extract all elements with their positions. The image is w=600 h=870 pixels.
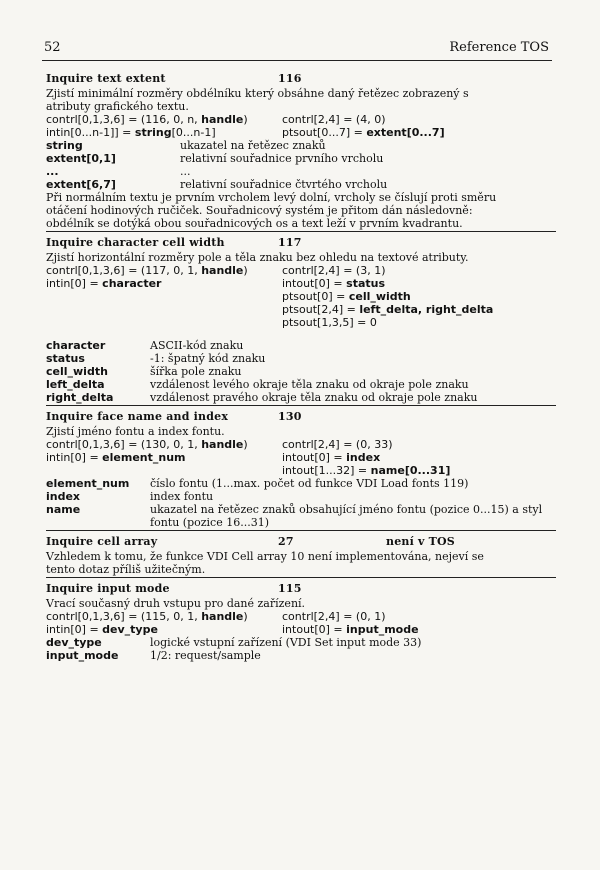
section-title: Inquire character cell width: [46, 236, 225, 249]
parameter-description: -1: špatný kód znaku: [150, 352, 266, 365]
code-right: intout[0] = input_mode: [282, 623, 419, 636]
note-line: otáčení hodinových ručiček. Souřadnicový systém je přitom dán následovně:: [46, 204, 473, 217]
section-title: Inquire cell array: [46, 535, 158, 548]
parameter-description: logické vstupní zařízení (VDI Set input mode 33): [150, 636, 422, 649]
parameter-name: dev_type: [46, 636, 102, 649]
parameter-name: ...: [46, 165, 59, 178]
code-line: [46, 290, 556, 303]
note-line: Při normálním textu je prvním vrcholem levý dolní, vrcholy se číslují proti směru: [46, 191, 497, 204]
section-heading: [46, 236, 556, 251]
code-right: intout[1...32] = name[0...31]: [282, 464, 451, 477]
function-code: 130: [278, 410, 302, 423]
parameter-description: ukazatel na řetězec znaků: [180, 139, 326, 152]
definition-row: [46, 165, 556, 178]
description-line: Vzhledem k tomu, že funkce VDI Cell array 10 není implementována, nejeví se: [46, 550, 484, 563]
definition-row: [46, 477, 556, 490]
code-line: [46, 264, 556, 277]
code-line: [46, 303, 556, 316]
code-left: contrl[0,1,3,6] = (130, 0, 1, handle): [46, 438, 248, 451]
description-line: Zjistí minimální rozměry obdélníku který obsáhne daný řetězec zobrazený s: [46, 87, 469, 100]
section-text-extent: [46, 72, 556, 232]
code-right: ptsout[0] = cell_width: [282, 290, 411, 303]
section-char-cell-width: [46, 236, 556, 406]
page-content: [46, 72, 556, 667]
description-line: tento dotaz příliš užitečným.: [46, 563, 206, 576]
section-title: Inquire face name and index: [46, 410, 229, 423]
code-right: contrl[2,4] = (3, 1): [282, 264, 386, 277]
parameter-description: ukazatel na řetězec znaků obsahující jméno fontu (pozice 0...15) a styl fontu (pozice 16...31): [150, 503, 546, 529]
description-line: Vrací současný druh vstupu pro dané zařízení.: [46, 597, 306, 610]
section-heading: [46, 410, 556, 425]
code-right: intout[0] = status: [282, 277, 386, 290]
parameter-name: name: [46, 503, 81, 516]
code-line: [46, 464, 556, 477]
parameter-name: status: [46, 352, 85, 365]
parameter-description: 1/2: request/sample: [150, 649, 261, 662]
definition-row: [46, 139, 556, 152]
description-line: Zjistí jméno fontu a index fontu.: [46, 425, 225, 438]
code-line: [46, 277, 556, 290]
section-title: Inquire input mode: [46, 582, 170, 595]
code-left: intin[0] = dev_type: [46, 623, 158, 636]
section-input-mode: [46, 582, 556, 663]
description-line: Zjistí horizontální rozměry pole a těla znaku bez ohledu na textové atributy.: [46, 251, 469, 264]
parameter-description: relativní souřadnice prvního vrcholu: [180, 152, 384, 165]
parameter-name: element_num: [46, 477, 130, 490]
code-right: ptsout[0...7] = extent[0...7]: [282, 126, 445, 139]
code-line: [46, 623, 556, 636]
code-right: contrl[2,4] = (0, 33): [282, 438, 393, 451]
parameter-name: right_delta: [46, 391, 114, 404]
parameter-description: relativní souřadnice čtvrtého vrcholu: [180, 178, 388, 191]
parameter-description: ...: [180, 165, 191, 178]
section-heading: [46, 72, 556, 87]
code-right: ptsout[2,4] = left_delta, right_delta: [282, 303, 494, 316]
parameter-name: cell_width: [46, 365, 108, 378]
function-code: 117: [278, 236, 302, 249]
parameter-name: extent[0,1]: [46, 152, 116, 165]
function-code: 116: [278, 72, 302, 85]
code-right: ptsout[1,3,5] = 0: [282, 316, 377, 329]
section-cell-array: [46, 535, 556, 578]
section-heading: [46, 535, 556, 550]
code-line: [46, 316, 556, 329]
definition-row: [46, 365, 556, 378]
definition-row: [46, 352, 556, 365]
definition-row: [46, 649, 556, 662]
definition-row: [46, 152, 556, 165]
header-rule: [42, 60, 552, 61]
code-left: contrl[0,1,3,6] = (115, 0, 1, handle): [46, 610, 248, 623]
definition-row: [46, 178, 556, 191]
definition-row: [46, 503, 556, 529]
parameter-name: input_mode: [46, 649, 119, 662]
parameter-description: číslo fontu (1...max. počet od funkce VDI Load fonts 119): [150, 477, 469, 490]
function-code: 27: [278, 535, 294, 548]
code-left: contrl[0,1,3,6] = (117, 0, 1, handle): [46, 264, 248, 277]
code-right: contrl[2,4] = (4, 0): [282, 113, 386, 126]
page-header: [44, 40, 549, 58]
parameter-description: index fontu: [150, 490, 214, 503]
section-heading: [46, 582, 556, 597]
definition-row: [46, 391, 556, 404]
code-right: contrl[2,4] = (0, 1): [282, 610, 386, 623]
definition-row: [46, 339, 556, 352]
description-line: atributy grafického textu.: [46, 100, 189, 113]
definition-row: [46, 636, 556, 649]
definition-row: [46, 490, 556, 503]
code-left: contrl[0,1,3,6] = (116, 0, n, handle): [46, 113, 248, 126]
code-line: [46, 113, 556, 126]
function-code: 115: [278, 582, 302, 595]
running-title: Reference TOS: [449, 40, 549, 55]
note-line: obdélník se dotýká obou souřadnicových os a text leží v prvním kvadrantu.: [46, 217, 463, 230]
page-number: 52: [44, 40, 61, 55]
code-left: intin[0] = element_num: [46, 451, 186, 464]
parameter-description: ASCII-kód znaku: [150, 339, 244, 352]
code-line: [46, 126, 556, 139]
parameter-name: string: [46, 139, 83, 152]
parameter-name: character: [46, 339, 106, 352]
parameter-name: index: [46, 490, 81, 503]
code-right: intout[0] = index: [282, 451, 381, 464]
definition-row: [46, 378, 556, 391]
code-line: [46, 451, 556, 464]
parameter-description: šířka pole znaku: [150, 365, 242, 378]
code-line: [46, 438, 556, 451]
section-face-name: [46, 410, 556, 531]
parameter-description: vzdálenost pravého okraje těla znaku od okraje pole znaku: [150, 391, 478, 404]
parameter-name: left_delta: [46, 378, 105, 391]
spacer: [46, 329, 556, 339]
code-left: intin[0] = character: [46, 277, 162, 290]
parameter-name: extent[6,7]: [46, 178, 116, 191]
parameter-description: vzdálenost levého okraje těla znaku od okraje pole znaku: [150, 378, 469, 391]
availability-note: není v TOS: [386, 535, 455, 548]
section-title: Inquire text extent: [46, 72, 166, 85]
code-line: [46, 610, 556, 623]
code-left: intin[0...n-1]] = string[0...n-1]: [46, 126, 216, 139]
